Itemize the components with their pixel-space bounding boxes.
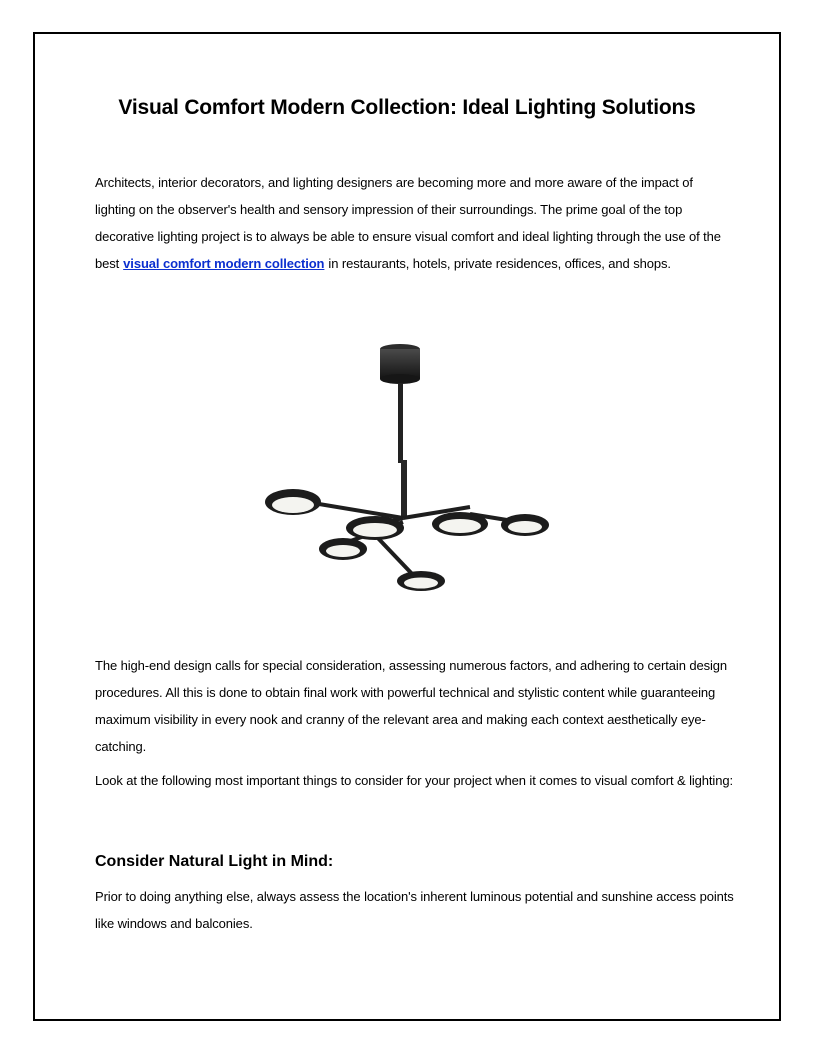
- body-paragraph-natural-light: Prior to doing anything else, always assess the location's inherent luminous potential and sunshine access points like windows and balconies.: [95, 889, 734, 931]
- shade-far-right: [501, 514, 549, 536]
- shade-center: [346, 516, 404, 540]
- intro-text-after-link: in restaurants, hotels, private residences, offices, and shops.: [328, 256, 671, 271]
- shade-right: [432, 512, 488, 536]
- arm-lower: [375, 535, 415, 577]
- intro-text-before-link: Architects, interior decorators, and lighting designers are becoming more and more aware of the impact of lighting on the observer's health and sensory impression of their surroundings. The prime goal of the top decorative lighting project is to always be able to ensure visual comfort and ideal lighting through the use of the best: [95, 175, 721, 271]
- section-heading: Consider Natural Light in Mind:: [95, 853, 334, 870]
- shade-bottom: [397, 571, 445, 591]
- shade-lower-left: [319, 538, 367, 560]
- stem: [398, 383, 403, 463]
- chandelier-image: [255, 340, 560, 595]
- shade-far-left: [265, 489, 321, 515]
- body-paragraph-design: The high-end design calls for special consideration, assessing numerous factors, and adhering to certain design procedures. All this is done to obtain final work with powerful technical and stylistic content while guaranteeing maximum visibility in every nook and cranny of the relevant area and making each context aesthetically eye-catching.: [95, 658, 728, 754]
- stem-sleeve: [401, 460, 407, 518]
- intro-paragraph: [95, 169, 735, 277]
- visual-comfort-link[interactable]: visual comfort modern collection: [123, 256, 325, 271]
- page-title: Visual Comfort Modern Collection: Ideal Lighting Solutions: [118, 96, 696, 119]
- canopy-bottom: [380, 374, 420, 384]
- body-paragraph-considerations: Look at the following most important things to consider for your project when it comes to visual comfort & lighting:: [95, 773, 733, 788]
